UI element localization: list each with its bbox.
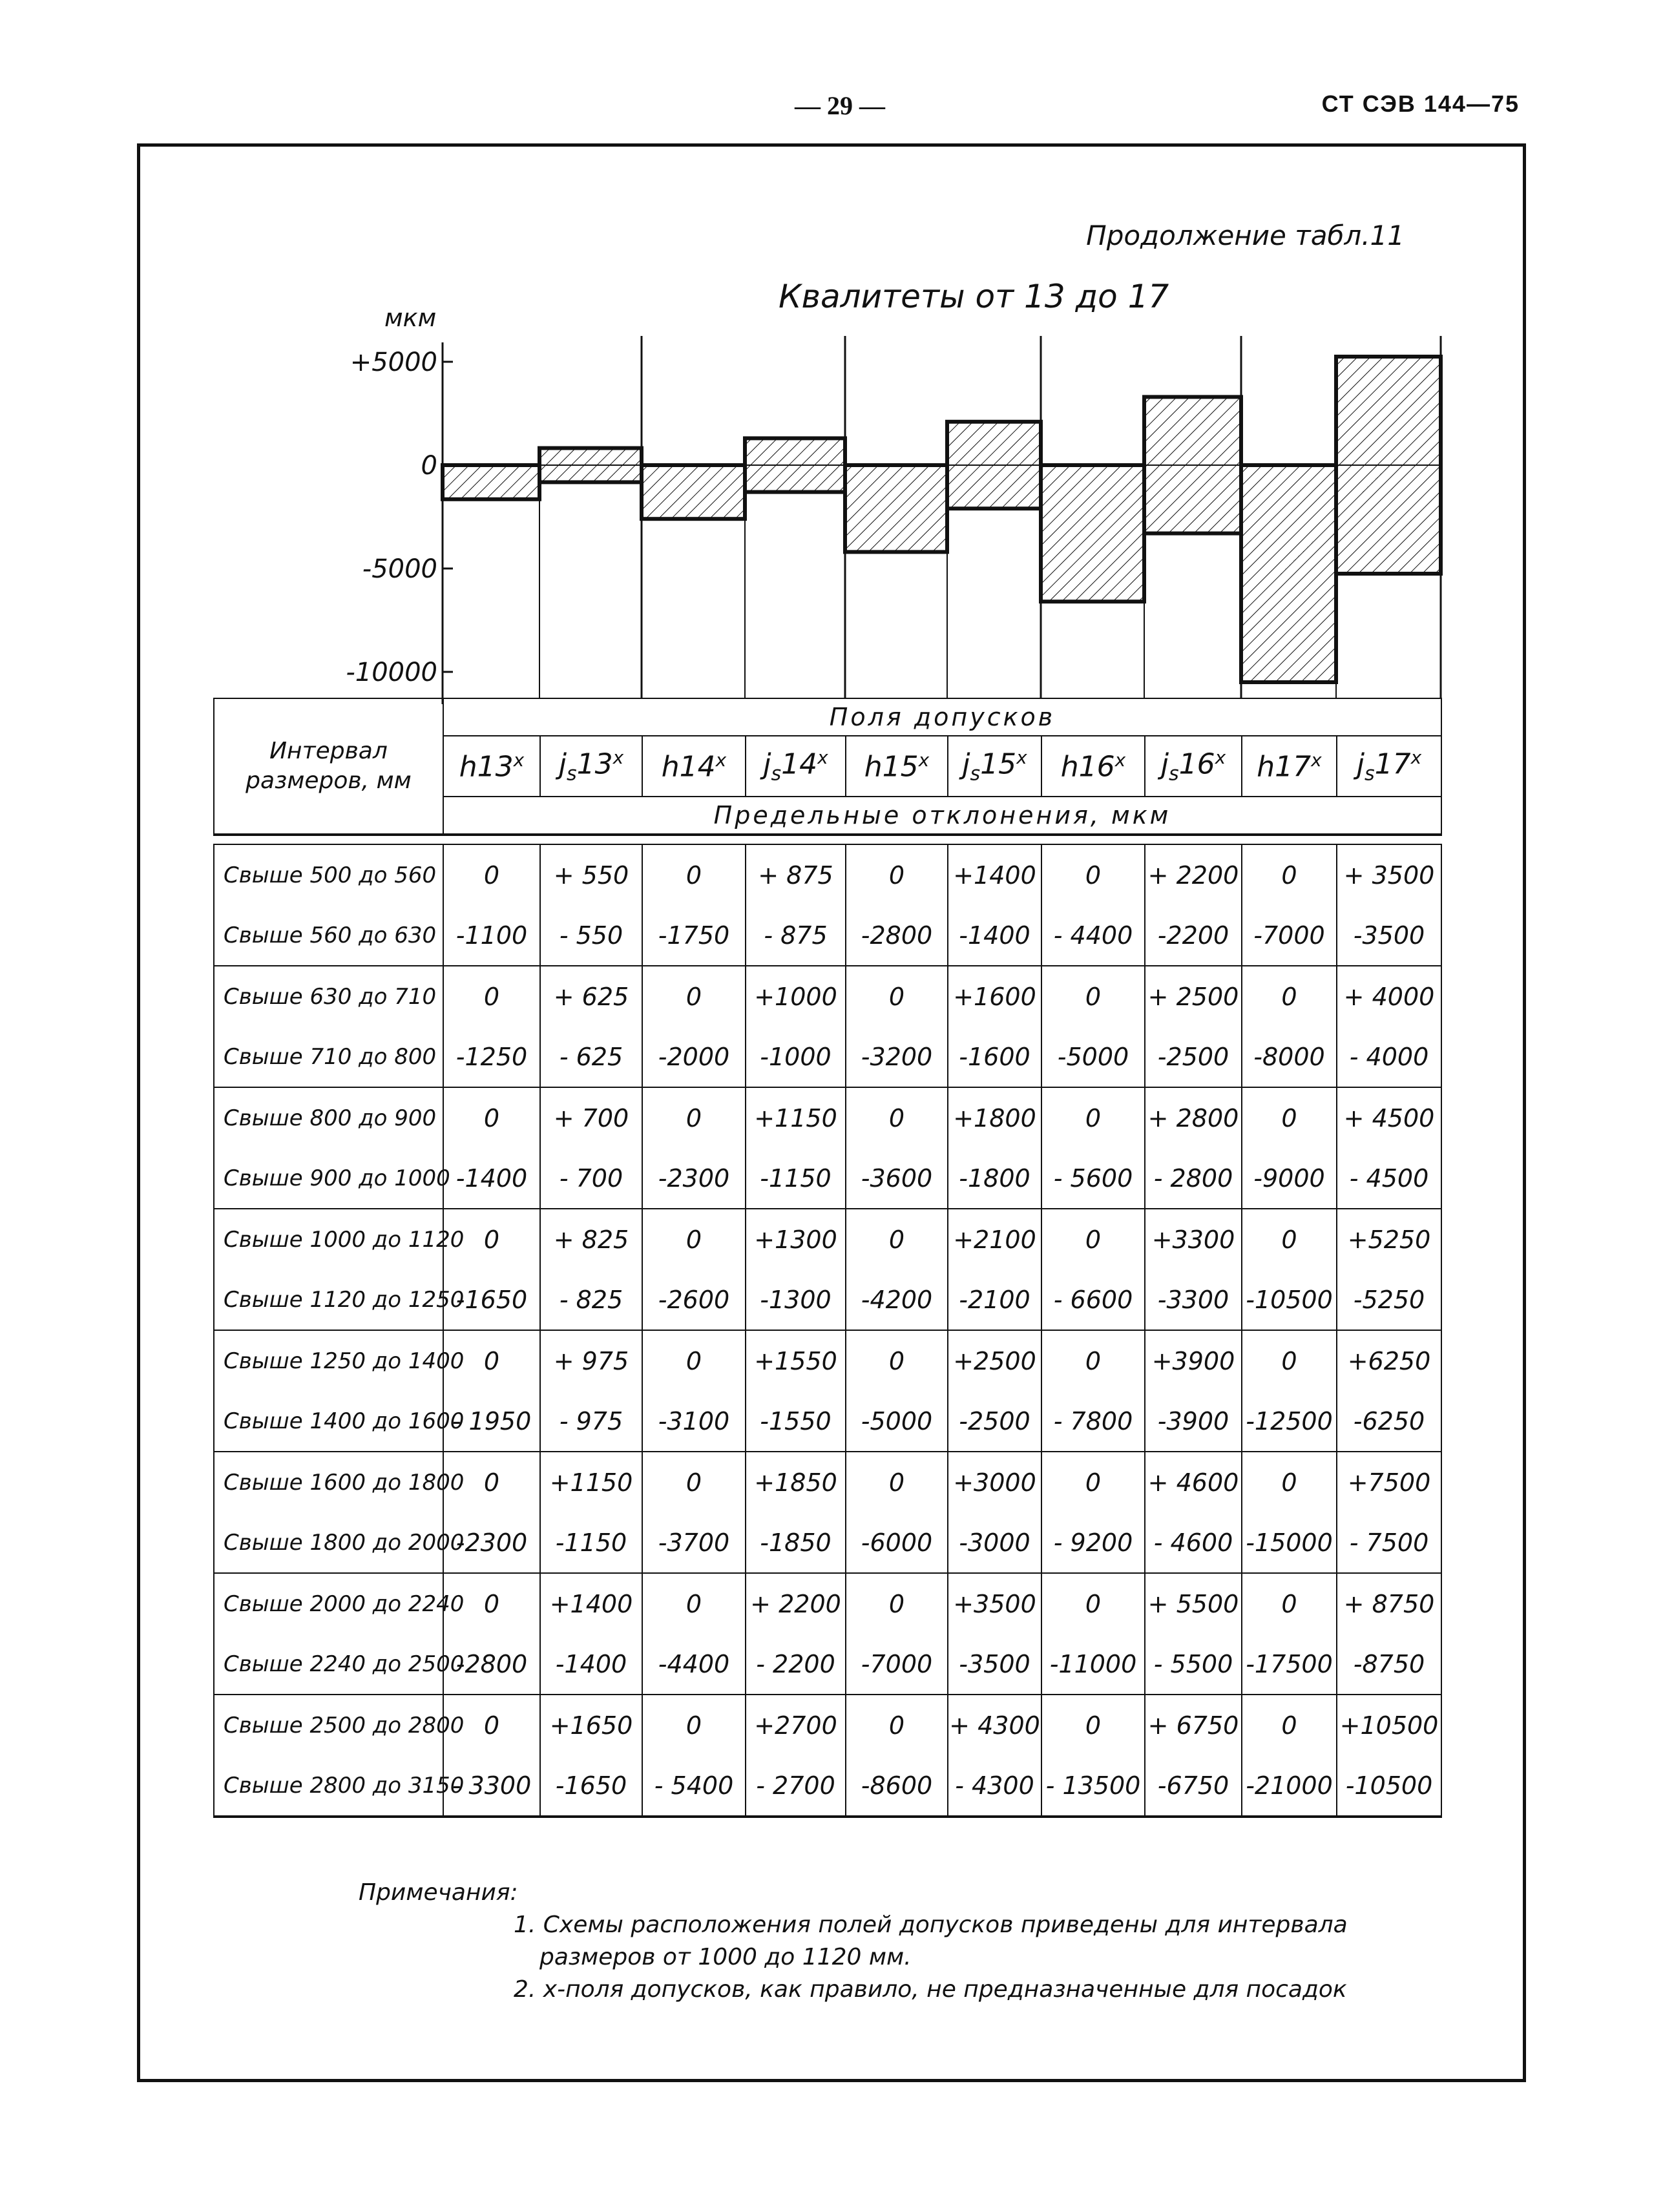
field-header — [1145, 736, 1242, 797]
deviation-cell: 0 — [443, 1573, 540, 1634]
deviation-cell: - 2800 — [1145, 1148, 1242, 1209]
deviation-cell: - 7800 — [1041, 1391, 1145, 1452]
deviation-cell: -1400 — [540, 1634, 642, 1695]
deviation-cell: +6250 — [1337, 1330, 1441, 1391]
deviation-cell: 0 — [846, 966, 948, 1027]
deviation-cell: - 2700 — [746, 1755, 846, 1817]
deviation-cell: -7000 — [846, 1634, 948, 1695]
deviation-cell: 0 — [1041, 1452, 1145, 1512]
deviation-cell: + 625 — [540, 966, 642, 1027]
deviation-cell: + 550 — [540, 844, 642, 905]
deviation-cell: + 4300 — [948, 1695, 1041, 1755]
deviation-cell: -1150 — [540, 1512, 642, 1573]
deviation-cell: 0 — [443, 1330, 540, 1391]
y-axis-unit: мкм — [384, 304, 437, 332]
table-row — [214, 1634, 1441, 1695]
deviation-cell: 0 — [846, 1695, 948, 1755]
size-range-cell: Свыше 1400 до 1600 — [214, 1391, 443, 1452]
deviation-cell: 0 — [443, 1695, 540, 1755]
deviation-cell: -3000 — [948, 1512, 1041, 1573]
deviation-cell: 0 — [642, 966, 746, 1027]
deviation-cell: 0 — [1041, 1573, 1145, 1634]
field-letter: j — [1160, 747, 1169, 781]
deviation-cell: + 6750 — [1145, 1695, 1242, 1755]
size-range-cell: Свыше 2800 до 3150 — [214, 1755, 443, 1817]
tolerance-bar — [1144, 397, 1241, 533]
deviation-cell: -2300 — [642, 1148, 746, 1209]
tolerance-bar — [1241, 465, 1336, 682]
deviation-cell: 0 — [1242, 1695, 1337, 1755]
deviation-cell: 0 — [1242, 1330, 1337, 1391]
deviation-cell: 0 — [443, 966, 540, 1027]
tolerance-bar — [642, 465, 745, 519]
deviation-cell: - 625 — [540, 1027, 642, 1087]
deviation-cell: 0 — [846, 1573, 948, 1634]
deviation-cell: 0 — [642, 1695, 746, 1755]
size-range-cell: Свыше 560 до 630 — [214, 905, 443, 966]
deviation-cell: -1800 — [948, 1148, 1041, 1209]
deviation-cell: + 2200 — [746, 1573, 846, 1634]
deviation-cell: +1400 — [540, 1573, 642, 1634]
deviation-cell: - 5600 — [1041, 1148, 1145, 1209]
deviation-cell: - 4600 — [1145, 1512, 1242, 1573]
deviation-cell: 0 — [1041, 844, 1145, 905]
deviation-cell: +10500 — [1337, 1695, 1441, 1755]
deviation-cell: - 6600 — [1041, 1269, 1145, 1330]
deviation-cell: - 700 — [540, 1148, 642, 1209]
field-superscript: x — [817, 747, 828, 769]
deviation-cell: + 700 — [540, 1087, 642, 1148]
size-range-cell: Свыше 1250 до 1400 — [214, 1330, 443, 1391]
deviation-cell: -10500 — [1242, 1269, 1337, 1330]
deviation-cell: - 2200 — [746, 1634, 846, 1695]
field-subscript: s — [1169, 762, 1179, 786]
deviation-cell: -2800 — [443, 1634, 540, 1695]
deviation-cell: - 825 — [540, 1269, 642, 1330]
deviation-cell: - 1950 — [443, 1391, 540, 1452]
size-range-cell: Свыше 900 до 1000 — [214, 1148, 443, 1209]
tolerance-fields-chart — [0, 0, 1663, 704]
deviation-cell: -1400 — [948, 905, 1041, 966]
deviation-cell: -5000 — [846, 1391, 948, 1452]
field-grade: 17 — [1275, 750, 1312, 784]
table-row — [214, 1027, 1441, 1087]
deviation-cell: -10500 — [1337, 1755, 1441, 1817]
deviation-cell: -21000 — [1242, 1755, 1337, 1817]
tolerance-table — [213, 698, 1442, 1818]
deviation-cell: -2100 — [948, 1269, 1041, 1330]
size-range-cell: Свыше 500 до 560 — [214, 844, 443, 905]
field-subscript: s — [970, 762, 981, 786]
deviation-cell: -8600 — [846, 1755, 948, 1817]
deviation-cell: - 4000 — [1337, 1027, 1441, 1087]
size-range-cell: Свыше 630 до 710 — [214, 966, 443, 1027]
size-range-cell: Свыше 2000 до 2240 — [214, 1573, 443, 1634]
deviation-cell: +3500 — [948, 1573, 1041, 1634]
tolerance-bar — [1336, 357, 1441, 574]
table-row — [214, 1755, 1441, 1817]
deviation-cell: - 7500 — [1337, 1512, 1441, 1573]
field-header — [540, 736, 642, 797]
y-tick-label: +5000 — [350, 348, 437, 377]
table-row — [214, 1087, 1441, 1148]
deviation-cell: + 2800 — [1145, 1087, 1242, 1148]
size-range-cell: Свыше 1000 до 1120 — [214, 1209, 443, 1269]
deviation-cell: -6750 — [1145, 1755, 1242, 1817]
deviation-cell: -1650 — [540, 1755, 642, 1817]
deviation-cell: 0 — [1242, 1087, 1337, 1148]
deviation-cell: 0 — [642, 1209, 746, 1269]
note-2: 2. x-поля допусков, как правило, не предназначенные для посадок — [514, 1976, 1347, 2003]
deviation-cell: + 875 — [746, 844, 846, 905]
deviation-cell: + 3500 — [1337, 844, 1441, 905]
deviation-cell: -1100 — [443, 905, 540, 966]
header-separator — [214, 835, 1441, 844]
deviation-cell: 0 — [1041, 1695, 1145, 1755]
deviation-cell: 0 — [1041, 1087, 1145, 1148]
table-row — [214, 1148, 1441, 1209]
deviation-cell: -8000 — [1242, 1027, 1337, 1087]
field-letter: h — [864, 750, 883, 784]
table-row — [214, 1695, 1441, 1755]
deviation-cell: -3300 — [1145, 1269, 1242, 1330]
field-letter: h — [1060, 750, 1079, 784]
table-row — [214, 1452, 1441, 1512]
deviation-cell: 0 — [846, 1330, 948, 1391]
field-superscript: x — [918, 749, 930, 771]
table-row — [214, 1391, 1441, 1452]
field-header — [746, 736, 846, 797]
tolerance-bar — [745, 438, 845, 492]
deviation-cell: -8750 — [1337, 1634, 1441, 1695]
size-range-cell: Свыше 1120 до 1250 — [214, 1269, 443, 1330]
field-grade: 15 — [882, 750, 919, 784]
table-row — [214, 1269, 1441, 1330]
deviation-cell: 0 — [1041, 966, 1145, 1027]
field-letter: h — [661, 750, 680, 784]
field-letter: j — [763, 747, 771, 781]
deviation-cell: + 975 — [540, 1330, 642, 1391]
deviation-cell: + 8750 — [1337, 1573, 1441, 1634]
deviation-cell: -15000 — [1242, 1512, 1337, 1573]
field-superscript: x — [1410, 747, 1422, 769]
deviation-cell: - 3300 — [443, 1755, 540, 1817]
deviation-cell: -1000 — [746, 1027, 846, 1087]
deviation-cell: +1650 — [540, 1695, 642, 1755]
deviation-cell: -1850 — [746, 1512, 846, 1573]
deviation-cell: -3600 — [846, 1148, 948, 1209]
field-superscript: x — [715, 749, 727, 771]
deviation-cell: +3000 — [948, 1452, 1041, 1512]
deviation-cell: -1600 — [948, 1027, 1041, 1087]
deviation-cell: +5250 — [1337, 1209, 1441, 1269]
field-letter: j — [1356, 747, 1365, 781]
tolerance-bar — [539, 448, 642, 483]
deviation-cell: +7500 — [1337, 1452, 1441, 1512]
field-superscript: x — [513, 749, 525, 771]
range-column-header: Интервал размеров, мм — [214, 698, 443, 835]
standard-code: СТ СЭВ 144—75 — [1321, 90, 1520, 117]
deviation-cell: -2300 — [443, 1512, 540, 1573]
field-subscript: s — [771, 762, 782, 786]
deviation-cell: 0 — [443, 1209, 540, 1269]
deviation-cell: -1400 — [443, 1148, 540, 1209]
field-grade: 13 — [477, 750, 514, 784]
table-row — [214, 1573, 1441, 1634]
size-range-cell: Свыше 2240 до 2500 — [214, 1634, 443, 1695]
deviation-cell: +2500 — [948, 1330, 1041, 1391]
deviation-cell: -2600 — [642, 1269, 746, 1330]
field-subscript: s — [567, 762, 577, 786]
note-1: 1. Схемы расположения полей допусков приведены для интервала — [514, 1912, 1348, 1938]
field-grade: 14 — [781, 747, 818, 781]
field-grade: 14 — [679, 750, 716, 784]
deviation-cell: -1550 — [746, 1391, 846, 1452]
deviation-cell: +1800 — [948, 1087, 1041, 1148]
field-header — [642, 736, 746, 797]
size-range-cell: Свыше 2500 до 2800 — [214, 1695, 443, 1755]
deviation-cell: -5000 — [1041, 1027, 1145, 1087]
field-grade: 16 — [1178, 747, 1215, 781]
deviation-cell: - 4400 — [1041, 905, 1145, 966]
deviation-cell: 0 — [1242, 844, 1337, 905]
field-subscript: s — [1365, 762, 1375, 786]
deviation-cell: -2500 — [948, 1391, 1041, 1452]
deviation-cell: -5250 — [1337, 1269, 1441, 1330]
deviation-cell: +1150 — [540, 1452, 642, 1512]
deviation-cell: -1300 — [746, 1269, 846, 1330]
deviation-cell: -3100 — [642, 1391, 746, 1452]
deviation-cell: -1650 — [443, 1269, 540, 1330]
deviation-cell: - 5400 — [642, 1755, 746, 1817]
deviation-cell: 0 — [443, 1452, 540, 1512]
deviation-cell: -12500 — [1242, 1391, 1337, 1452]
tolerance-bar — [1041, 465, 1144, 601]
notes-title: Примечания: — [359, 1879, 518, 1906]
field-superscript: x — [1311, 749, 1322, 771]
deviation-cell: -3200 — [846, 1027, 948, 1087]
deviation-cell: + 2500 — [1145, 966, 1242, 1027]
deviation-cell: 0 — [846, 1452, 948, 1512]
deviation-cell: + 825 — [540, 1209, 642, 1269]
deviation-cell: +1850 — [746, 1452, 846, 1512]
deviations-header: Предельные отклонения, мкм — [443, 797, 1441, 835]
table-continuation-label: Продолжение табл.11 — [1086, 220, 1405, 251]
notes — [359, 1877, 1348, 2006]
note-1-continued: размеров от 1000 до 1120 мм. — [539, 1944, 912, 1970]
tolerance-bar — [947, 422, 1041, 508]
deviation-cell: - 550 — [540, 905, 642, 966]
field-superscript: x — [1114, 749, 1126, 771]
table-row — [214, 966, 1441, 1027]
deviation-cell: - 4500 — [1337, 1148, 1441, 1209]
field-header — [846, 736, 948, 797]
size-range-cell: Свыше 800 до 900 — [214, 1087, 443, 1148]
deviation-cell: 0 — [846, 1209, 948, 1269]
field-grade: 13 — [576, 747, 613, 781]
table-row — [214, 844, 1441, 905]
deviation-cell: +2100 — [948, 1209, 1041, 1269]
field-superscript: x — [1215, 747, 1226, 769]
field-grade: 17 — [1374, 747, 1411, 781]
tolerance-fields-header: Поля допусков — [443, 698, 1441, 736]
deviation-cell: -7000 — [1242, 905, 1337, 966]
deviation-cell: 0 — [642, 1330, 746, 1391]
field-header — [948, 736, 1041, 797]
page-number: — 29 — — [795, 91, 885, 120]
table-row — [214, 1330, 1441, 1391]
deviation-cell: -11000 — [1041, 1634, 1145, 1695]
deviation-cell: 0 — [642, 1452, 746, 1512]
field-letter: h — [1257, 750, 1275, 784]
deviation-cell: 0 — [1041, 1209, 1145, 1269]
field-letter: h — [459, 750, 477, 784]
deviation-cell: - 9200 — [1041, 1512, 1145, 1573]
deviation-cell: -6000 — [846, 1512, 948, 1573]
deviation-cell: 0 — [443, 844, 540, 905]
field-superscript: x — [1016, 747, 1027, 769]
deviation-cell: 0 — [1242, 1209, 1337, 1269]
field-header — [443, 736, 540, 797]
size-range-cell: Свыше 710 до 800 — [214, 1027, 443, 1087]
deviation-cell: +1400 — [948, 844, 1041, 905]
deviation-cell: - 975 — [540, 1391, 642, 1452]
deviation-cell: + 4500 — [1337, 1087, 1441, 1148]
y-tick-label: -5000 — [362, 554, 437, 584]
deviation-cell: 0 — [846, 844, 948, 905]
deviation-cell: -9000 — [1242, 1148, 1337, 1209]
deviation-cell: 0 — [1242, 966, 1337, 1027]
deviation-cell: - 5500 — [1145, 1634, 1242, 1695]
deviation-cell: +1600 — [948, 966, 1041, 1027]
field-grade: 15 — [980, 747, 1017, 781]
deviation-cell: - 4300 — [948, 1755, 1041, 1817]
deviation-cell: +2700 — [746, 1695, 846, 1755]
deviation-cell: -3500 — [1337, 905, 1441, 966]
tolerance-bar — [443, 465, 539, 499]
y-tick-label: 0 — [421, 451, 437, 481]
deviation-cell: +1550 — [746, 1330, 846, 1391]
deviation-cell: +1300 — [746, 1209, 846, 1269]
deviation-cell: -2800 — [846, 905, 948, 966]
deviation-cell: 0 — [1041, 1330, 1145, 1391]
deviation-cell: - 875 — [746, 905, 846, 966]
deviation-cell: 0 — [642, 844, 746, 905]
frame-bottom-border — [137, 2079, 1526, 2082]
tolerance-bar — [845, 465, 947, 552]
deviation-cell: -2200 — [1145, 905, 1242, 966]
deviation-cell: -3500 — [948, 1634, 1041, 1695]
deviation-cell: +3900 — [1145, 1330, 1242, 1391]
y-tick-label: -10000 — [346, 658, 437, 687]
table-row — [214, 1209, 1441, 1269]
deviation-cell: -3900 — [1145, 1391, 1242, 1452]
deviation-cell: 0 — [1242, 1452, 1337, 1512]
deviation-cell: -6250 — [1337, 1391, 1441, 1452]
deviation-cell: -2500 — [1145, 1027, 1242, 1087]
deviation-cell: 0 — [642, 1087, 746, 1148]
field-header — [1041, 736, 1145, 797]
deviation-cell: + 4600 — [1145, 1452, 1242, 1512]
table-row — [214, 905, 1441, 966]
deviation-cell: +3300 — [1145, 1209, 1242, 1269]
deviation-cell: 0 — [443, 1087, 540, 1148]
chart-title: Квалитеты от 13 до 17 — [779, 278, 1169, 315]
deviation-cell: 0 — [846, 1087, 948, 1148]
deviation-cell: +1150 — [746, 1087, 846, 1148]
deviation-cell: + 2200 — [1145, 844, 1242, 905]
field-header — [1337, 736, 1441, 797]
field-letter: j — [962, 747, 970, 781]
deviation-cell: -2000 — [642, 1027, 746, 1087]
field-header — [1242, 736, 1337, 797]
deviation-cell: + 4000 — [1337, 966, 1441, 1027]
deviation-cell: +1000 — [746, 966, 846, 1027]
field-superscript: x — [612, 747, 624, 769]
deviation-cell: -17500 — [1242, 1634, 1337, 1695]
field-letter: j — [558, 747, 567, 781]
deviation-cell: -1250 — [443, 1027, 540, 1087]
deviation-cell: 0 — [642, 1573, 746, 1634]
size-range-cell: Свыше 1600 до 1800 — [214, 1452, 443, 1512]
table-row — [214, 1512, 1441, 1573]
deviation-cell: -1150 — [746, 1148, 846, 1209]
deviation-cell: - 13500 — [1041, 1755, 1145, 1817]
deviation-cell: -1750 — [642, 905, 746, 966]
deviation-cell: + 5500 — [1145, 1573, 1242, 1634]
deviation-cell: 0 — [1242, 1573, 1337, 1634]
deviation-cell: -4400 — [642, 1634, 746, 1695]
deviation-cell: -3700 — [642, 1512, 746, 1573]
size-range-cell: Свыше 1800 до 2000 — [214, 1512, 443, 1573]
field-grade: 16 — [1078, 750, 1115, 784]
deviation-cell: -4200 — [846, 1269, 948, 1330]
